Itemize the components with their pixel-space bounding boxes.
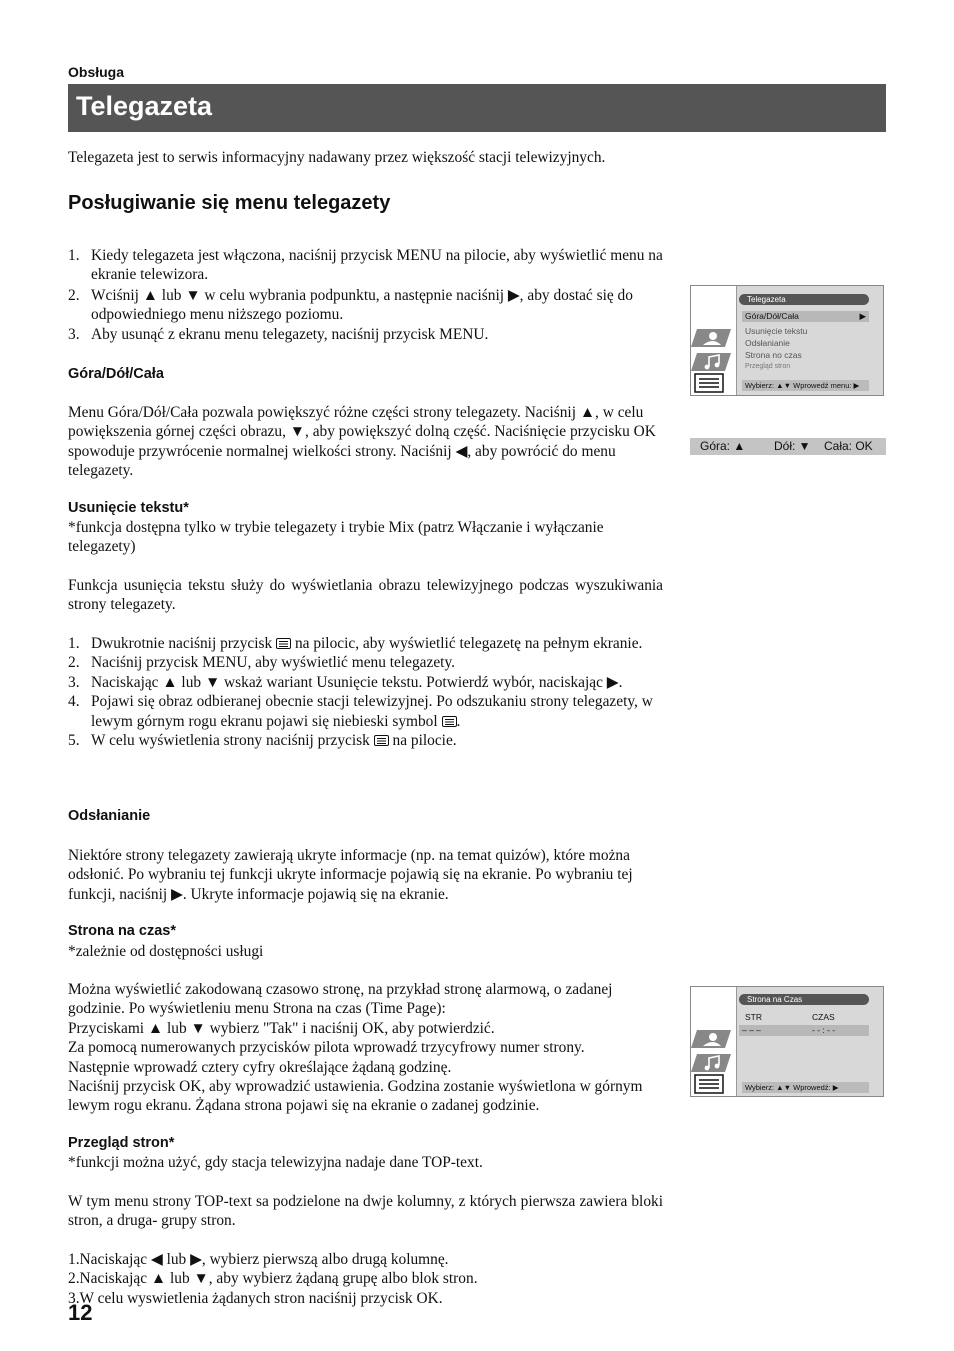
menu-item-odslanianie[interactable]: Odsłanianie bbox=[745, 338, 790, 348]
sound-icon bbox=[691, 1052, 731, 1074]
menu-section-heading: Posługiwanie się menu telegazety bbox=[68, 192, 391, 214]
list-item: 1.Naciskając ◀ lub ▶, wybierz pierwszą albo drugą kolumnę. bbox=[68, 1251, 449, 1268]
przeglad-heading: Przegląd stron* bbox=[68, 1135, 175, 1151]
sound-icon bbox=[691, 351, 731, 373]
nav-gora: Góra: ▲ bbox=[700, 439, 746, 453]
menu-panel bbox=[736, 286, 883, 395]
nav-dol: Dół: ▼ bbox=[774, 439, 811, 453]
menu-footer: Wybierz: ▲▼ Wprowedź menu: ▶ bbox=[742, 380, 869, 391]
column-czas: CZAS bbox=[812, 1012, 835, 1022]
teletext-icon bbox=[694, 373, 724, 393]
menu-steps bbox=[68, 246, 663, 344]
gora-heading: Góra/Dół/Cała bbox=[68, 366, 164, 382]
teletext-icon bbox=[442, 716, 457, 727]
usuniecie-heading: Usunięcie tekstu* bbox=[68, 500, 189, 516]
menu-item-przeglad[interactable]: Przegląd stron bbox=[745, 363, 791, 370]
list-item: 4. Pojawi się obraz odbieranej obecnie stacji telewizyjnej. Po odszukaniu strony telegazety, w lewym górnym rogu ekranu pojawi się niebieski symbol . bbox=[68, 693, 653, 730]
teletext-icon bbox=[276, 638, 291, 649]
strona-heading: Strona na czas* bbox=[68, 923, 176, 939]
teletext-icon bbox=[694, 1074, 724, 1094]
list-item: 1. Kiedy telegazeta jest włączona, naciśnij przycisk MENU na pilocie, aby wyświetlić menu na ekranie telewizora. bbox=[68, 247, 663, 284]
menu-item-gora[interactable]: Góra/Dół/Cała ▶ bbox=[742, 311, 869, 322]
menu-title: Telegazeta bbox=[739, 294, 869, 305]
list-item: 3. Naciskając ▲ lub ▼ wskaż wariant Usunięcie tekstu. Potwierdź wybór, naciskając ▶. bbox=[68, 673, 623, 691]
list-item: 2.Naciskając ▲ lub ▼, aby wybierz żądaną grupę albo blok stron. bbox=[68, 1270, 478, 1288]
intro-text: Telegazeta jest to serwis informacyjny nadawany przez większość stacji telewizyjnych. bbox=[68, 149, 606, 166]
time-page-menu-screen bbox=[690, 986, 884, 1097]
section-label: Obsługa bbox=[68, 64, 125, 80]
odslanianie-heading: Odsłanianie bbox=[68, 808, 151, 824]
menu-panel bbox=[736, 987, 883, 1096]
strona-note: *zależnie od dostępności usługi bbox=[68, 943, 264, 960]
menu-footer: Wybierz: ▲▼ Wprowedź: ▶ bbox=[742, 1082, 869, 1093]
teletext-menu-screen bbox=[690, 285, 884, 396]
list-item: 3. Aby usunąć z ekranu menu telegazety, naciśnij przycisk MENU. bbox=[68, 325, 489, 343]
gora-text: Menu Góra/Dół/Cała pozwala powiększyć różne części strony telegazety. Naciśnij ▲, w celu powiększenia górnej części obrazu, ▼, aby powiększyć dolną część. Naciśnięcie przycisku OK spowoduje przywrócenie normalnej wielkości strony. Naciśnij ◀, aby powrócić do menu telegazety. bbox=[68, 404, 656, 480]
list-item: 2. Naciśnij przycisk MENU, aby wyświetlić menu telegazety. bbox=[68, 654, 455, 672]
odslanianie-text: Niektóre strony telegazety zawierają ukryte informacje (np. na temat quizów), które można odsłonić. Po wybraniu tej funkcji ukryte informacje pojawią się na ekranie. Po wybraniu tej funkcji, naciśnij ▶. Ukryte informacje pojawią się na ekranie. bbox=[68, 847, 633, 903]
menu-item-strona[interactable]: Strona no czas bbox=[745, 350, 802, 360]
list-item: 1. Dwukrotnie naciśnij przycisk na pilocic, aby wyświetlić telegazetę na pełnym ekranie. bbox=[68, 635, 643, 652]
przeglad-text: W tym menu strony TOP-text sa podzielone na dwje kolumny, z których pierwsza zawiera bloki stron, a druga- grupy stron. bbox=[68, 1193, 663, 1230]
list-item: 2. Wciśnij ▲ lub ▼ w celu wybrania podpunktu, a następnie naciśnij ▶, aby dostać się do odpowiedniego menu niższego poziomu. bbox=[68, 286, 633, 324]
menu-title: Strona na Czas bbox=[739, 994, 869, 1005]
przeglad-note: *funkcji można użyć, gdy stacja telewizyjna nadaje dane TOP-text. bbox=[68, 1154, 483, 1171]
picture-icon bbox=[691, 327, 731, 349]
teletext-icon bbox=[374, 735, 389, 746]
menu-item-usuniecie[interactable]: Usunięcie tekstu bbox=[745, 326, 808, 336]
strona-text: Można wyświetlić zakodowaną czasowo stronę, na przykład stronę alarmową, o zadanej godzinie. Po wyświetleniu menu Strona na czas (Time Page): Przyciskami ▲ lub ▼ wybierz "Tak" i naciśnij OK, aby potwierdzić. Za pomocą numerowanych przycisków pilota wprowadź trzycyfrowy numer strony. Następnie wprowadź cztery cyfry określające żądaną godzinę. Naciśnij przycisk OK, aby wprowadzić ustawienia. Godzina zostanie wyświetlona w górnym lewym rogu ekranu. Żądana strona pojawi się na ekranie o zadanej godzinie. bbox=[68, 981, 643, 1115]
arrow-right-icon: ▶ bbox=[859, 311, 866, 321]
przeglad-steps bbox=[68, 1250, 663, 1308]
usuniecie-note: *funkcja dostępna tylko w trybie telegazety i trybie Mix (patrz Włączanie i wyłączanie telegazety) bbox=[68, 519, 604, 556]
usuniecie-steps bbox=[68, 634, 663, 750]
time-field[interactable]: - - : - - bbox=[812, 1025, 836, 1035]
page-title: Telegazeta bbox=[76, 91, 213, 121]
list-item: 3.W celu wyswietlenia żądanych stron naciśnij przycisk OK. bbox=[68, 1289, 443, 1307]
zoom-nav-bar bbox=[690, 438, 886, 455]
column-str: STR bbox=[745, 1012, 762, 1022]
list-item: 5. W celu wyświetlenia strony naciśnij przycisk na pilocie. bbox=[68, 732, 457, 750]
page-number: 12 bbox=[68, 1300, 93, 1325]
picture-icon bbox=[691, 1028, 731, 1050]
time-page-input-row[interactable] bbox=[739, 1025, 869, 1036]
usuniecie-text: Funkcja usunięcia tekstu służy do wyświetlania obrazu telewizyjnego podczas wyszukiwania strony telegazety. bbox=[68, 577, 663, 614]
nav-cala: Cała: OK bbox=[824, 439, 873, 453]
title-bar bbox=[68, 84, 886, 132]
page-number-field[interactable]: – – – bbox=[742, 1025, 761, 1035]
